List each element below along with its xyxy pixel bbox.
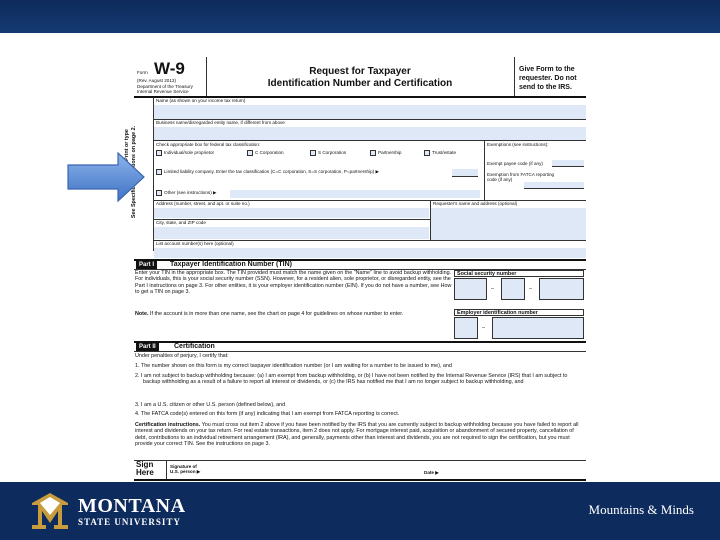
checkbox-icon	[247, 150, 253, 156]
business-name-label: Business name/disregarded entity name, if different from above	[156, 120, 285, 125]
city-label: City, state, and ZIP code	[156, 220, 206, 225]
ssn-box-1[interactable]	[454, 278, 487, 300]
checkbox-icon	[310, 150, 316, 156]
address-label: Address (number, street, and apt. or suite no.)	[156, 201, 250, 206]
cert-item-1: 1. The number shown on this form is my correct taxpayer identification number (or I am waiting for a number to be issued to me), and	[135, 363, 452, 369]
ein-dash: –	[482, 325, 485, 331]
side-label-print: Print or type	[124, 129, 130, 161]
requester-field[interactable]	[431, 208, 586, 240]
name-field[interactable]	[154, 105, 586, 119]
form-number: W-9	[154, 59, 185, 78]
exemptions-label: Exemptions (see instructions):	[487, 142, 549, 147]
give-form-note: Give Form to the requester. Do not send to the IRS.	[519, 66, 577, 91]
part2-title: Certification	[174, 343, 215, 350]
checkbox-icon	[156, 190, 162, 196]
part1-tag: Part I	[136, 261, 157, 269]
pointer-arrow-icon	[66, 151, 146, 203]
part1-instructions: Enter your TIN in the appropriate box. The TIN provided must match the name given on the "Name" line to avoid backup withholding. For individuals, this is your social security number (SSN). However, for a resident alien, sole proprietor, or disregarded entity, see the Part I instructions on page 3. For other entities, it is your employer identification number (EIN). If you do not have a number, see How to get a TIN on page 3.	[135, 270, 452, 295]
sign-here: Sign Here	[136, 460, 154, 477]
exempt-payee-field[interactable]	[552, 160, 584, 167]
msu-logo-icon	[30, 491, 70, 531]
city-field[interactable]	[154, 227, 429, 239]
name-label: Name (as shown on your income tax return)	[156, 98, 246, 103]
ssn-box-2[interactable]	[501, 278, 525, 300]
revision-date: (Rev. August 2013)	[137, 78, 176, 83]
w9-form	[124, 57, 586, 480]
class-individual[interactable]: Individual/sole proprietor	[156, 150, 214, 156]
llc-classification-field[interactable]	[452, 169, 478, 177]
ssn-dash-2: –	[529, 286, 532, 292]
checkbox-icon	[370, 150, 376, 156]
business-name-field[interactable]	[154, 127, 586, 140]
cert-intro: Under penalties of perjury, I certify that:	[135, 353, 229, 359]
account-field[interactable]	[154, 248, 586, 258]
class-other[interactable]: Other (see instructions) ▶	[156, 190, 217, 196]
class-s-corp[interactable]: S Corporation	[310, 150, 346, 156]
top-banner	[0, 0, 720, 33]
signature-field[interactable]	[214, 470, 414, 478]
form-label: Form	[137, 70, 148, 75]
checkbox-icon	[156, 169, 162, 175]
requester-label: Requester's name and address (optional)	[433, 201, 518, 206]
logo-subtitle: STATE UNIVERSITY	[78, 517, 181, 527]
tagline: Mountains & Minds	[588, 502, 694, 517]
fatca-label: Exemption from FATCA reporting code (if any)	[487, 172, 555, 183]
class-llc[interactable]: Limited liability company. Enter the tax classification (C=C corporation, S=S corporation, P=partnership) ▶	[156, 169, 379, 175]
class-c-corp[interactable]: C Corporation	[247, 150, 284, 156]
footer-banner	[0, 482, 720, 540]
cert-item-4: 4. The FATCA code(s) entered on this form (if any) indicating that I am exempt from FATCA reporting is correct.	[135, 411, 400, 417]
cert-item-2: 2. I am not subject to backup withholding because: (a) I am exempt from backup withholding, or (b) I have not been notified by the Internal Revenue Service (IRS) that I am subject to backup withholding as a result of a failure to report all interest or dividends, or (c) the IRS has notified me that I am no longer subject to backup withholding, and	[135, 373, 568, 386]
form-title-line2: Identification Number and Certification	[267, 78, 453, 89]
account-label: List account number(s) here (optional)	[156, 241, 234, 246]
ein-label: Employer identification number	[454, 309, 584, 316]
date-field[interactable]	[444, 470, 584, 478]
signature-label: Signature of U.S. person ▶	[170, 464, 201, 475]
logo-wordmark: MONTANA	[78, 495, 186, 517]
cert-item-3: 3. I am a U.S. citizen or other U.S. person (defined below), and	[135, 402, 286, 408]
ein-box-2[interactable]	[492, 317, 584, 339]
other-field[interactable]	[230, 190, 480, 198]
address-field[interactable]	[154, 208, 429, 218]
agency: Internal Revenue Service	[137, 89, 189, 94]
department: Department of the Treasury	[137, 84, 193, 89]
date-label: Date ▶	[424, 470, 439, 475]
ssn-box-3[interactable]	[539, 278, 584, 300]
form-title-line1: Request for Taxpayer	[309, 66, 411, 77]
class-partnership[interactable]: Partnership	[370, 150, 402, 156]
classification-label: Check appropriate box for federal tax classification:	[156, 142, 261, 147]
fatca-field[interactable]	[524, 182, 584, 189]
cert-instructions: Certification instructions. You must cross out item 2 above if you have been notified by the IRS that you are currently subject to backup withholding because you have failed to report all interest and dividends on your tax return. For real estate transactions, item 2 does not apply. For mortgage interest paid, acquisition or abandonment of secured property, cancellation of debt, contributions to an individual retirement arrangement (IRA), and generally, payments other than interest and dividends, you are not required to sign the certification, but you must provide your correct TIN. See the instructions on page 3.	[135, 422, 579, 447]
part1-note: Note. If the account is in more than one name, see the chart on page 4 for guidelines on whose number to enter.	[135, 311, 404, 317]
checkbox-icon	[424, 150, 430, 156]
class-trust[interactable]: Trust/estate	[424, 150, 456, 156]
ein-box-1[interactable]	[454, 317, 478, 339]
part2-tag: Part II	[136, 343, 159, 351]
ssn-label: Social security number	[454, 270, 584, 277]
part1-title: Taxpayer Identification Number (TIN)	[170, 261, 292, 268]
exempt-payee-label: Exempt payee code (if any)	[487, 161, 543, 166]
checkbox-icon	[156, 150, 162, 156]
ssn-dash-1: –	[491, 286, 494, 292]
